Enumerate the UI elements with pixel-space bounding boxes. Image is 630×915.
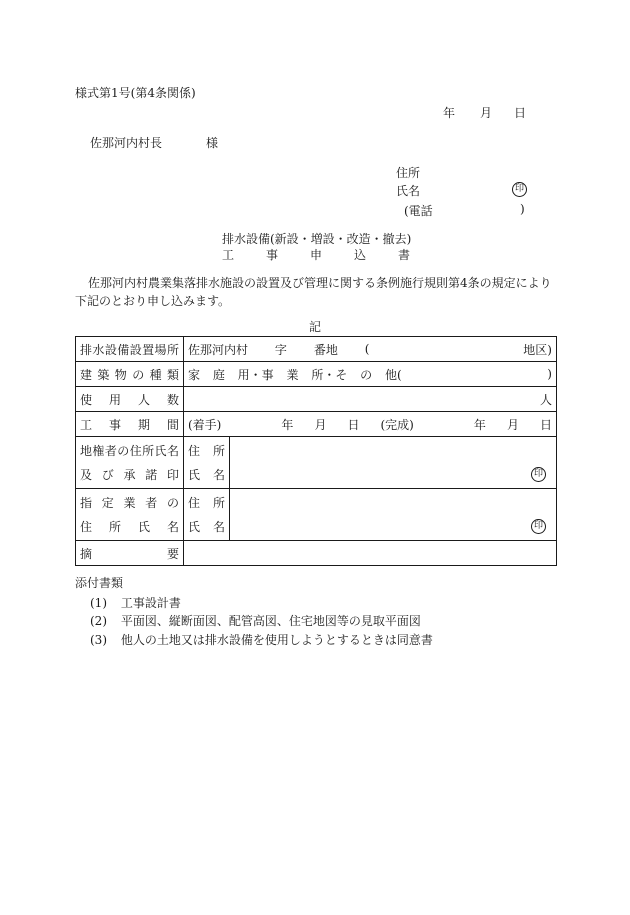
summary-value-cell[interactable]	[184, 541, 557, 566]
attachment-text: 他人の土地又は排水設備を使用しようとするときは同意書	[120, 633, 433, 647]
landowner-label-line1: 地権者の住所氏名	[80, 444, 179, 458]
title-char: 申	[309, 248, 322, 262]
landowner-address-label: 住所	[188, 444, 225, 458]
table-row-location	[76, 337, 557, 362]
period-label-cell	[76, 412, 184, 437]
title-char: 込	[353, 248, 366, 262]
contractor-label-cell	[76, 489, 184, 541]
attachments-title: 添付書類	[75, 576, 124, 590]
location-aza: 字	[274, 342, 287, 357]
attachment-text: 平面図、縦断面図、配管高図、住宅地図等の見取平面図	[120, 614, 421, 628]
users-label-cell	[76, 387, 184, 412]
attachment-num: (2)	[90, 614, 107, 628]
landowner-label-cell	[76, 437, 184, 489]
seal-icon: 印	[531, 467, 546, 482]
location-open: (	[364, 342, 370, 356]
location-label-cell	[76, 337, 184, 362]
table-row-summary	[76, 541, 557, 566]
table-row-period	[76, 412, 557, 437]
building-option: 他(	[384, 367, 402, 382]
applicant-stamp	[512, 180, 527, 197]
applicant-phone-label: (電話	[404, 204, 433, 218]
users-value-cell[interactable]	[184, 387, 557, 412]
attachment-text: 工事設計書	[120, 596, 181, 610]
attachment-item	[90, 594, 181, 611]
period-label: 工事期間	[80, 417, 179, 432]
ki-label: 記	[309, 320, 322, 334]
location-label: 排水設備設置場所	[80, 342, 179, 357]
date-month-label: 月	[480, 106, 493, 120]
table-row-contractor	[76, 489, 557, 541]
contractor-value-cell[interactable]	[230, 489, 557, 541]
table-row-users	[76, 387, 557, 412]
attachment-item	[90, 612, 421, 629]
landowner-name-label: 氏名	[188, 468, 225, 482]
seal-icon: 印	[531, 519, 546, 534]
title-char: 工	[222, 248, 235, 262]
location-value-cell[interactable]	[184, 337, 557, 362]
period-end-day: 日	[539, 417, 552, 432]
users-label: 使用人数	[80, 392, 179, 407]
applicant-address-label: 住所	[396, 166, 421, 180]
contractor-label-line1: 指定業者の	[80, 496, 179, 510]
building-label: 建築物の種類	[80, 367, 179, 382]
location-district: 地区)	[523, 342, 552, 357]
addressee-name: 佐那河内村長	[90, 136, 163, 150]
landowner-sublabel-cell	[184, 437, 230, 489]
addressee-honorific: 様	[206, 136, 219, 150]
table-row-landowner	[76, 437, 557, 489]
application-table	[75, 336, 557, 566]
contractor-name-label: 氏名	[188, 520, 225, 534]
landowner-value-cell[interactable]	[230, 437, 557, 489]
summary-label-cell	[76, 541, 184, 566]
building-option: 業	[286, 367, 299, 382]
building-option: 家	[188, 367, 201, 382]
building-option: 用・事	[237, 367, 274, 382]
attachment-item	[90, 631, 433, 648]
seal-icon: 印	[512, 182, 527, 197]
period-value-cell[interactable]	[184, 412, 557, 437]
applicant-name-label: 氏名	[396, 184, 421, 198]
applicant-phone-close: )	[520, 202, 525, 216]
period-end-label: (完成)	[380, 417, 414, 432]
body-text-line2: 下記のとおり申し込みます。	[75, 294, 231, 308]
title-char: 事	[265, 248, 278, 262]
document-title-line2	[222, 246, 410, 263]
body-text-line1: 佐那河内村農業集落排水施設の設置及び管理に関する条例施行規則第4条の規定により	[88, 276, 552, 290]
location-banchi: 番地	[313, 342, 338, 357]
date-day-label: 日	[514, 106, 527, 120]
form-number: 様式第1号(第4条関係)	[75, 86, 196, 100]
landowner-label-line2: 及び承諾印	[80, 468, 179, 482]
period-end-year: 年	[473, 417, 486, 432]
building-label-cell	[76, 362, 184, 387]
date-year-label: 年	[443, 106, 456, 120]
attachment-num: (3)	[90, 633, 107, 647]
building-option: 庭	[212, 367, 225, 382]
summary-label: 摘要	[80, 546, 179, 561]
contractor-label-line2: 住所氏名	[80, 520, 179, 534]
period-start-month: 月	[314, 417, 327, 432]
building-option: の	[360, 367, 373, 382]
contractor-address-label: 住所	[188, 496, 225, 510]
building-option: 所・そ	[311, 367, 348, 382]
building-value-cell[interactable]	[184, 362, 557, 387]
title-char: 書	[397, 248, 410, 262]
table-row-building	[76, 362, 557, 387]
period-start-day: 日	[347, 417, 360, 432]
contractor-sublabel-cell	[184, 489, 230, 541]
period-start-label: (着手)	[188, 417, 222, 432]
building-option: )	[547, 367, 552, 381]
period-end-month: 月	[506, 417, 519, 432]
users-unit: 人	[539, 392, 552, 407]
document-title-line1: 排水設備(新設・増設・改造・撤去)	[222, 232, 412, 246]
attachment-num: (1)	[90, 596, 107, 610]
period-start-year: 年	[281, 417, 294, 432]
location-village: 佐那河内村	[188, 342, 249, 357]
